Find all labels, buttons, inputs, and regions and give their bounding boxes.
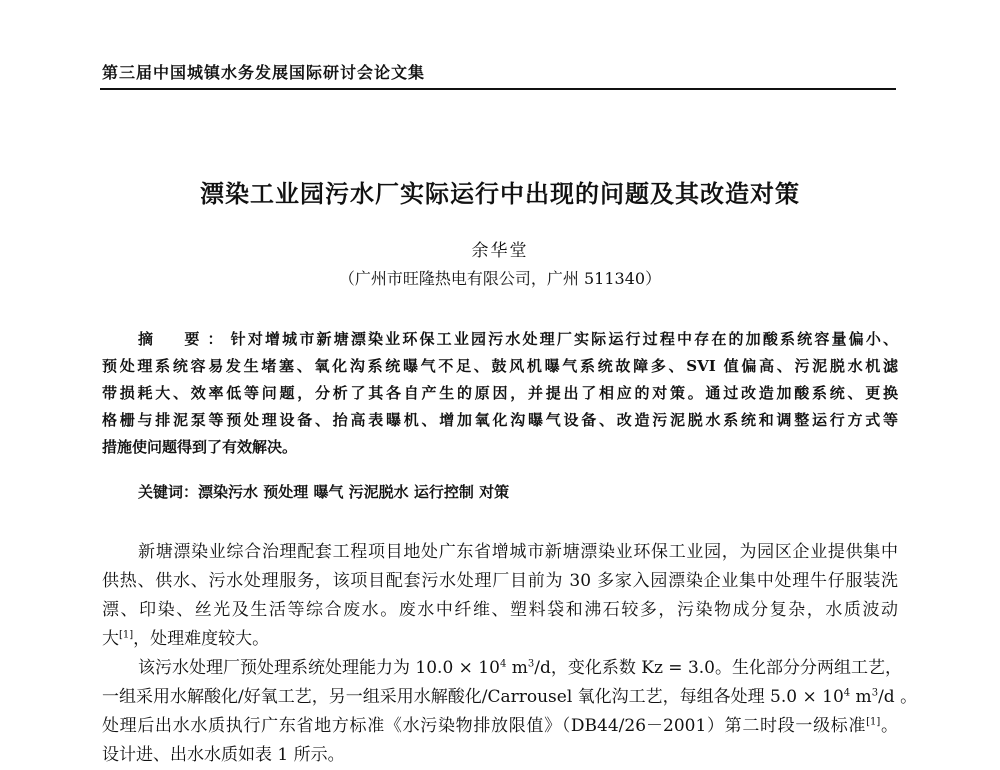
citation-ref: [1] bbox=[866, 716, 881, 728]
abstract-line bbox=[102, 326, 898, 353]
body-line bbox=[102, 625, 898, 654]
abstract-line: 预处理系统容易发生堵塞、氧化沟系统曝气不足、鼓风机曝气系统故障多、SVI 值偏高、污泥脱水机滤 bbox=[102, 357, 898, 375]
body-fragment: 该污水处理厂预处理系统处理能力为 10.0 × 10 bbox=[138, 658, 500, 678]
author-name: 余华堂 bbox=[471, 241, 529, 261]
header-rule bbox=[100, 88, 896, 90]
body-line: 供热、供水、污水处理服务，该项目配套污水处理厂目前为 30 多家入园漂染企业集中处理牛仔服装洗 bbox=[102, 571, 898, 591]
abstract bbox=[102, 326, 898, 461]
superscript: 4 bbox=[843, 687, 851, 699]
body-line: 设计进、出水水质如表 1 所示。 bbox=[102, 745, 345, 765]
abstract-label: 摘 要： bbox=[138, 330, 231, 348]
body-line bbox=[102, 712, 898, 741]
body-fragment: m bbox=[850, 687, 872, 707]
superscript: 3 bbox=[871, 687, 879, 699]
citation-ref: [1] bbox=[119, 629, 134, 641]
body-line: 漂、印染、丝光及生活等综合废水。废水中纤维、塑料袋和沸石较多，污染物成分复杂，水质波动 bbox=[102, 600, 898, 620]
body-line bbox=[102, 683, 918, 712]
body-line bbox=[102, 654, 902, 683]
paper-title: 漂染工业园污水厂实际运行中出现的问题及其改造对策 bbox=[200, 180, 800, 208]
abstract-line: 带损耗大、效率低等问题，分析了其各自产生的原因，并提出了相应的对策。通过改造加酸系统、更换 bbox=[102, 384, 898, 402]
body-fragment: m bbox=[506, 658, 528, 678]
body-fragment: /d 。 bbox=[878, 687, 918, 707]
abstract-text: 针对增城市新塘漂染业环保工业园污水处理厂实际运行过程中存在的加酸系统容量偏小、 bbox=[230, 330, 898, 348]
abstract-line: 措施使问题得到了有效解决。 bbox=[102, 438, 298, 456]
abstract-line: 格栅与排泥泵等预处理设备、抬高表曝机、增加氧化沟曝气设备、改造污泥脱水系统和调整运行方式等 bbox=[102, 411, 898, 429]
body-line: 新塘漂染业综合治理配套工程项目地处广东省增城市新塘漂染业环保工业园，为园区企业提供集中 bbox=[138, 542, 898, 562]
author-affiliation: （广州市旺隆热电有限公司，广州 511340） bbox=[338, 269, 662, 288]
body-text bbox=[102, 538, 918, 770]
keywords bbox=[138, 481, 509, 502]
superscript: 4 bbox=[499, 658, 507, 670]
body-fragment: 。 bbox=[880, 716, 898, 736]
body-fragment: ，处理难度较大。 bbox=[133, 629, 270, 649]
body-fragment: 处理后出水水质执行广东省地方标准《水污染物排放限值》（DB44/26－2001）第二时段一级标准 bbox=[102, 716, 867, 736]
body-fragment: /d，变化系数 Kz = 3.0。生化部分分两组工艺， bbox=[534, 658, 902, 678]
keywords-text: 漂染污水 预处理 曝气 污泥脱水 运行控制 对策 bbox=[198, 483, 510, 501]
running-head: 第三届中国城镇水务发展国际研讨会论文集 bbox=[102, 63, 426, 82]
keywords-label: 关键词： bbox=[138, 483, 199, 501]
body-fragment: 一组采用水解酸化/好氧工艺，另一组采用水解酸化/Carrousel 氧化沟工艺，每组各处理 5.0 × 10 bbox=[102, 687, 844, 707]
superscript: 3 bbox=[527, 658, 535, 670]
body-fragment: 大 bbox=[102, 629, 119, 649]
